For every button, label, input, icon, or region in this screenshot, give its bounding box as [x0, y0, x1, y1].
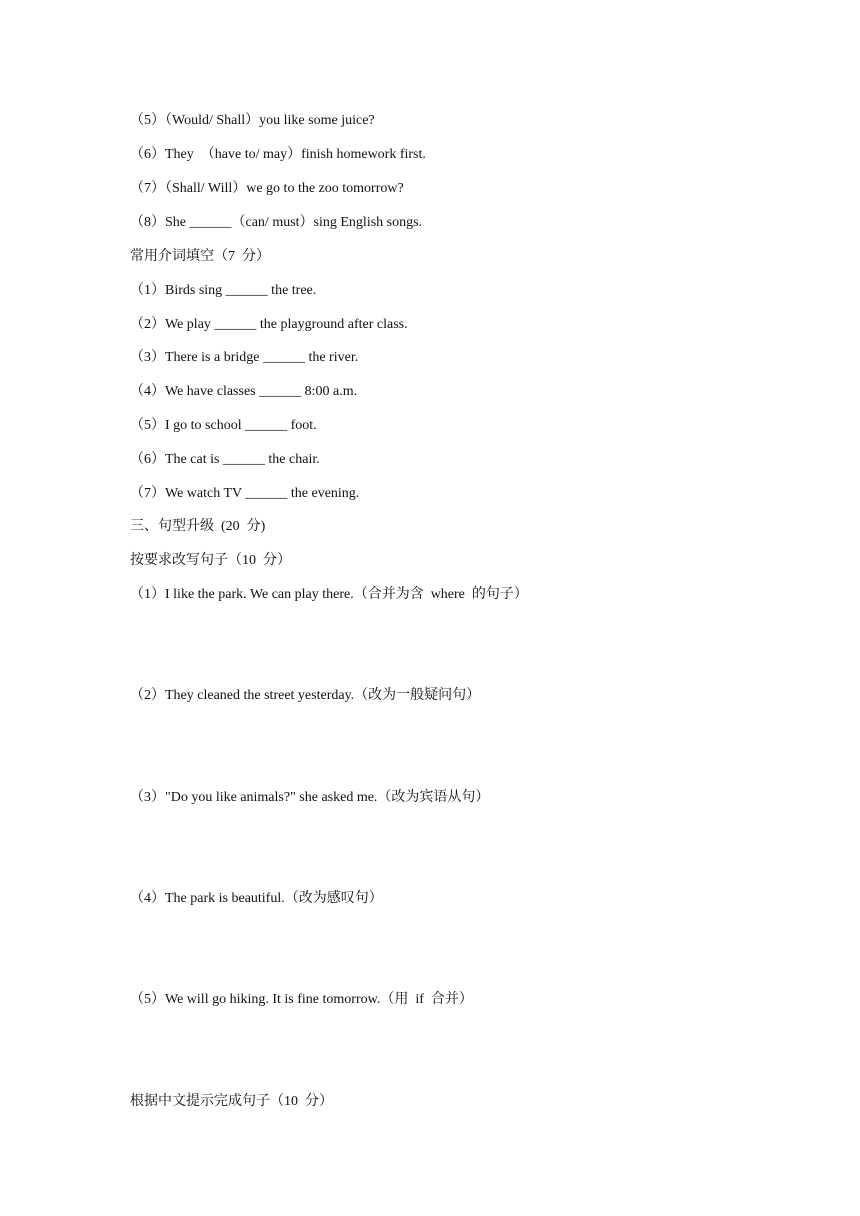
question-rewrite-2: （2）They cleaned the street yesterday.（改为一般疑问句） — [130, 688, 481, 703]
question-modal-7: （7）（Shall/ Will）we go to the zoo tomorrow? — [130, 181, 404, 196]
question-prep-6: （6）The cat is ______ the chair. — [130, 452, 320, 467]
question-prep-4: （4）We have classes ______ 8:00 a.m. — [130, 384, 358, 399]
question-prep-3: （3）There is a bridge ______ the river. — [130, 350, 359, 365]
question-modal-5: （5）（Would/ Shall）you like some juice? — [130, 113, 375, 128]
complete-heading: 根据中文提示完成句子（10 分） — [130, 1094, 333, 1109]
question-rewrite-1: （1）I like the park. We can play there.（合并为含 where 的句子） — [130, 587, 528, 602]
question-rewrite-5: （5）We will go hiking. It is fine tomorrow.（用 if 合并） — [130, 992, 473, 1007]
question-prep-7: （7）We watch TV ______ the evening. — [130, 486, 360, 501]
rewrite-heading: 按要求改写句子（10 分） — [130, 553, 291, 568]
prepositions-heading: 常用介词填空（7 分） — [130, 249, 270, 264]
question-rewrite-4: （4）The park is beautiful.（改为感叹句） — [130, 891, 383, 906]
section-three-heading: 三、句型升级 (20 分) — [130, 519, 266, 534]
question-modal-8: （8）She ______（can/ must）sing English songs. — [130, 215, 423, 230]
question-modal-6: （6）They （have to/ may）finish homework first. — [130, 147, 426, 162]
question-prep-1: （1）Birds sing ______ the tree. — [130, 283, 317, 298]
question-prep-2: （2）We play ______ the playground after class. — [130, 317, 408, 332]
question-prep-5: （5）I go to school ______ foot. — [130, 418, 317, 433]
question-rewrite-3: （3）"Do you like animals?" she asked me.（改为宾语从句） — [130, 790, 490, 805]
